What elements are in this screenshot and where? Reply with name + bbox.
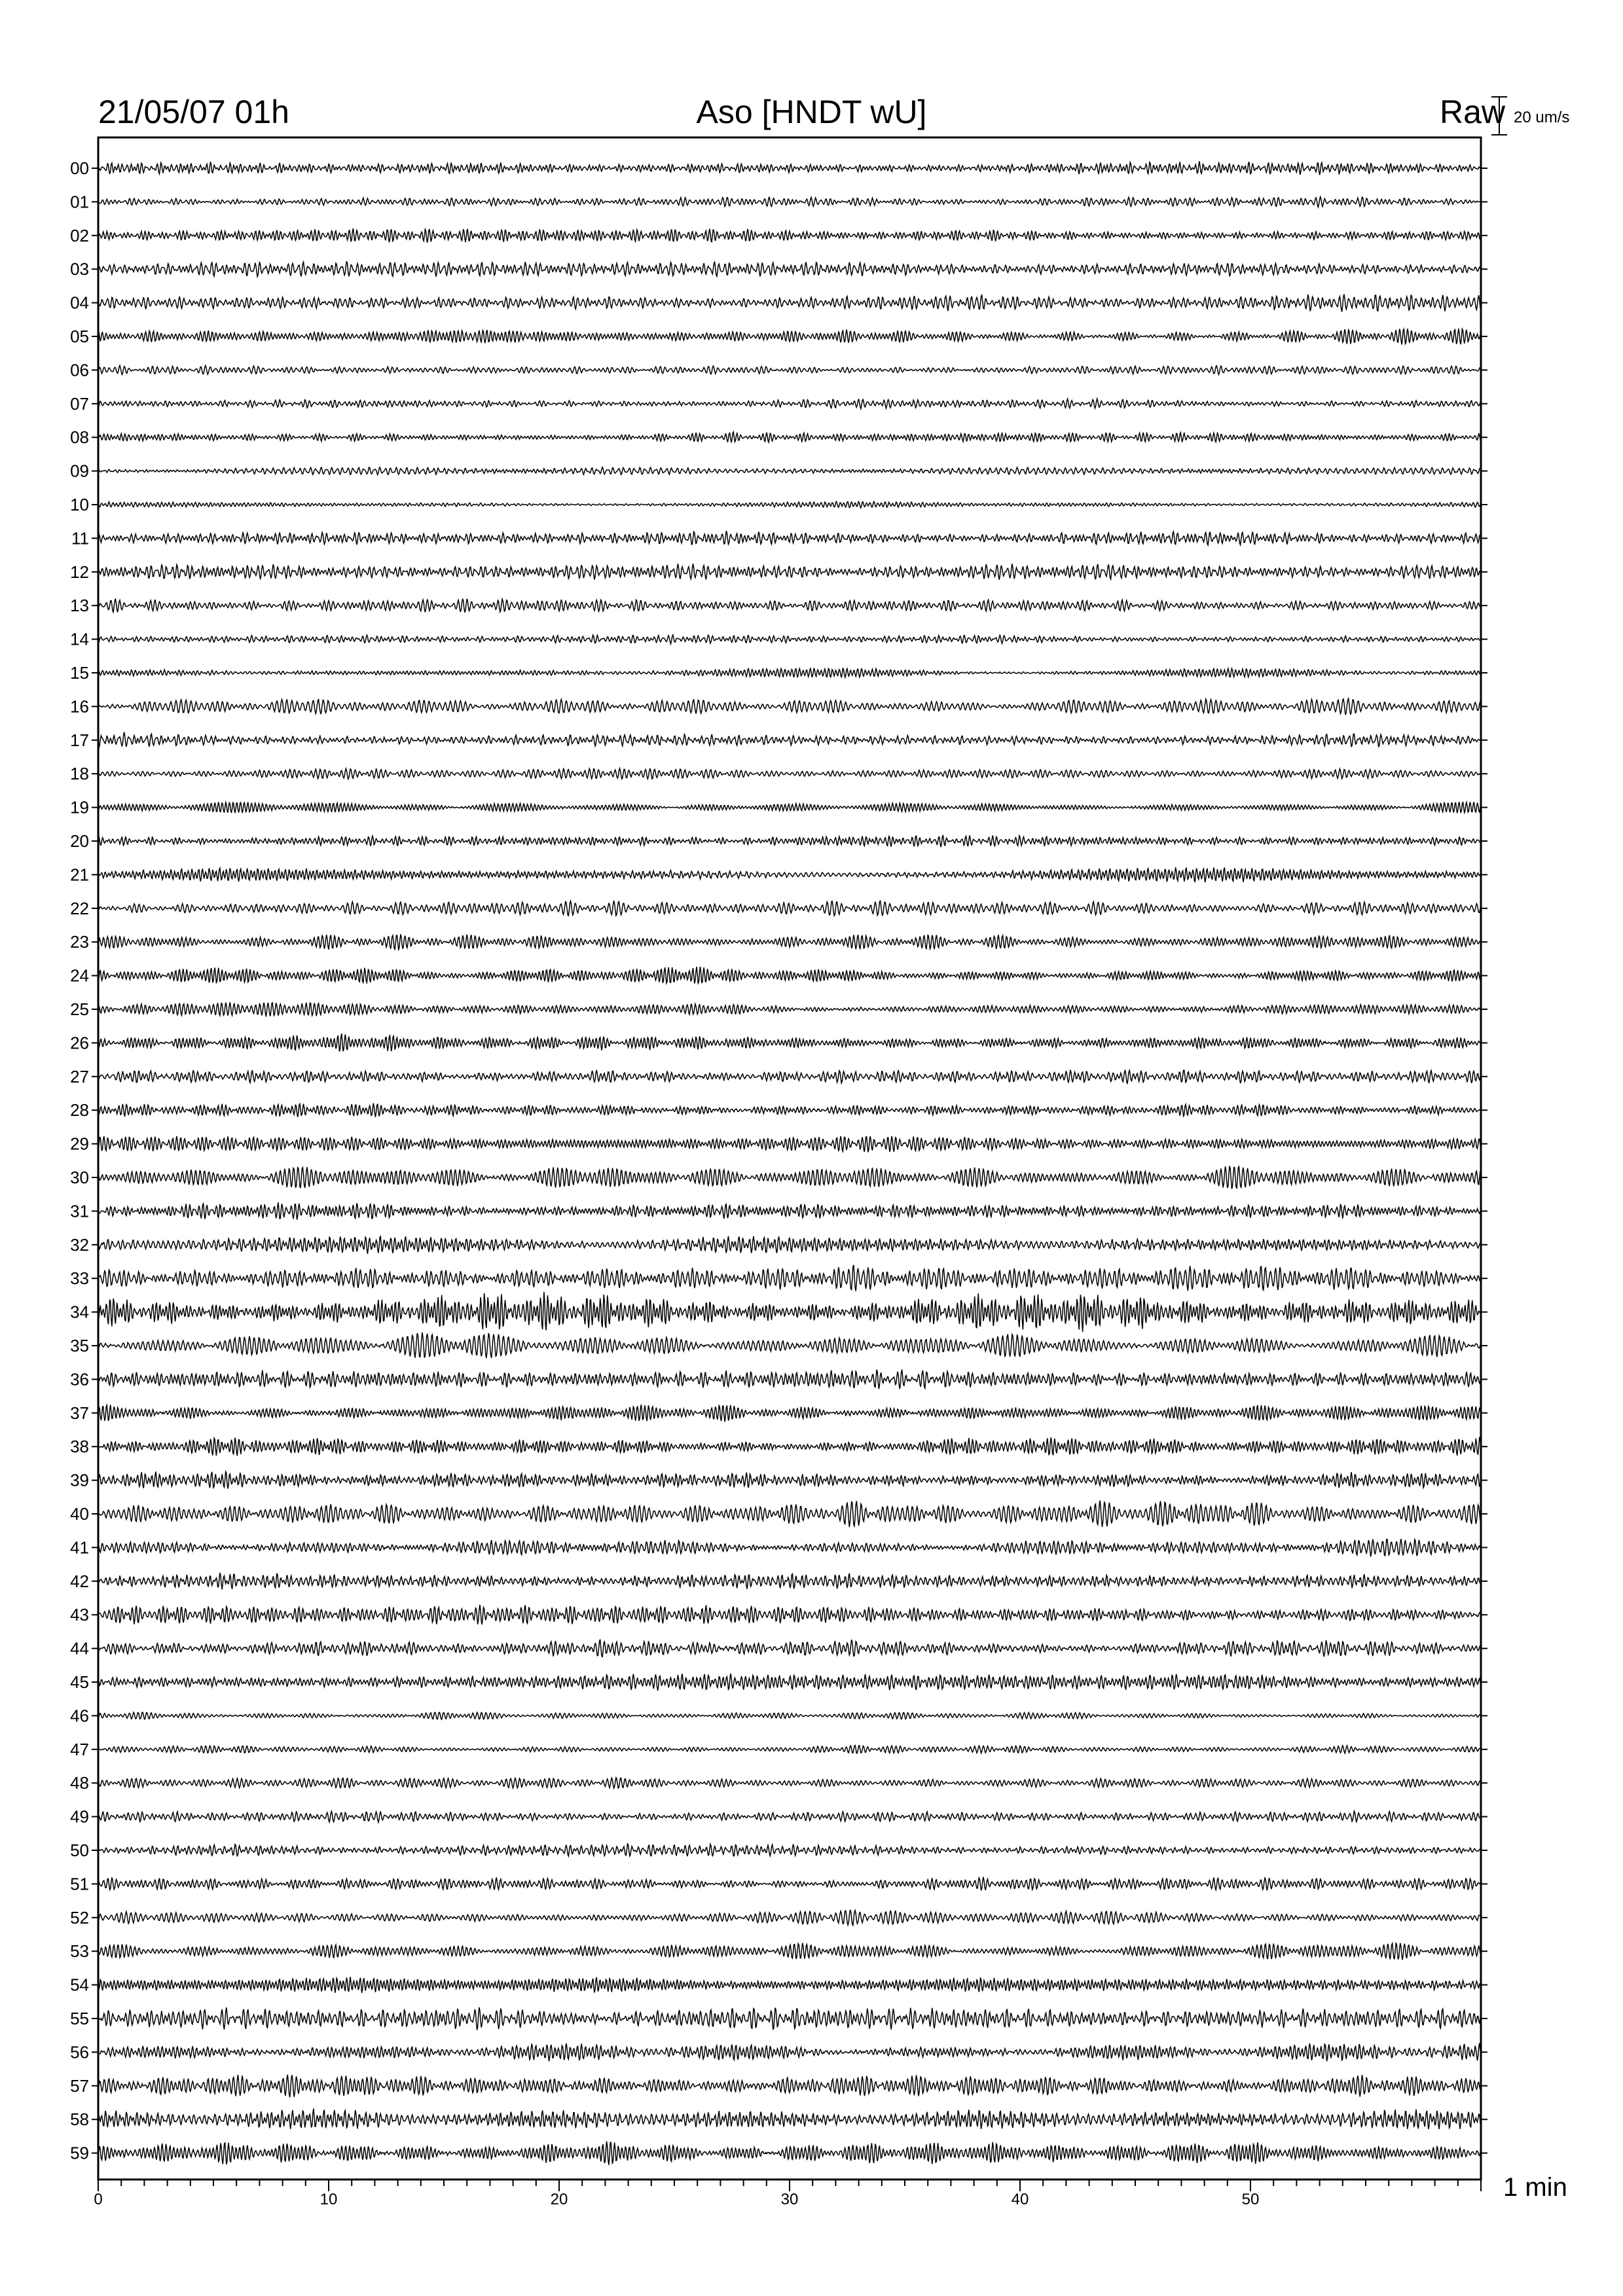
trace-57 (98, 2075, 1481, 2098)
trace-55 (98, 2007, 1481, 2030)
row-label-11: 11 (71, 528, 89, 548)
row-label-43: 43 (70, 1605, 89, 1625)
trace-30 (98, 1166, 1481, 1189)
row-label-54: 54 (70, 1975, 89, 1995)
row-label-57: 57 (70, 2075, 89, 2096)
trace-02 (98, 228, 1481, 243)
trace-51 (98, 1877, 1481, 1891)
row-label-39: 39 (70, 1470, 89, 1490)
row-label-47: 47 (70, 1739, 89, 1759)
row-label-26: 26 (70, 1033, 89, 1053)
trace-18 (98, 768, 1481, 780)
row-label-12: 12 (70, 562, 89, 582)
row-label-13: 13 (70, 596, 89, 616)
row-label-42: 42 (70, 1571, 89, 1591)
row-label-02: 02 (70, 225, 89, 245)
row-label-24: 24 (70, 965, 89, 986)
trace-11 (98, 531, 1481, 545)
trace-01 (98, 197, 1481, 207)
row-label-55: 55 (70, 2009, 89, 2028)
row-label-06: 06 (70, 360, 89, 380)
row-label-38: 38 (70, 1437, 89, 1457)
row-label-51: 51 (70, 1874, 89, 1894)
row-label-44: 44 (70, 1638, 89, 1659)
trace-59 (98, 2142, 1481, 2165)
row-label-33: 33 (70, 1268, 89, 1289)
row-label-34: 34 (70, 1302, 89, 1322)
trace-38 (98, 1437, 1481, 1456)
row-label-18: 18 (70, 764, 89, 784)
row-label-17: 17 (70, 730, 89, 750)
row-label-20: 20 (70, 831, 89, 851)
amplitude-scale-label: 20 um/s (1514, 109, 1570, 126)
seismogram-traces (98, 161, 1481, 2164)
trace-13 (98, 599, 1481, 613)
trace-28 (98, 1103, 1481, 1117)
trace-37 (98, 1405, 1481, 1422)
row-label-00: 00 (70, 158, 89, 178)
trace-36 (98, 1370, 1481, 1390)
row-label-08: 08 (70, 427, 89, 448)
row-label-58: 58 (70, 2109, 89, 2130)
trace-22 (98, 901, 1481, 916)
trace-15 (98, 668, 1481, 677)
x-tick-label-30: 30 (780, 2191, 799, 2208)
trace-17 (98, 732, 1481, 749)
trace-56 (98, 2043, 1481, 2062)
trace-16 (98, 698, 1481, 715)
row-label-31: 31 (70, 1201, 89, 1221)
row-label-41: 41 (70, 1537, 89, 1558)
trace-06 (98, 365, 1481, 374)
trace-29 (98, 1136, 1481, 1153)
row-label-50: 50 (70, 1840, 89, 1860)
trace-05 (98, 329, 1481, 344)
trace-48 (98, 1778, 1481, 1788)
x-axis-ticks (94, 2179, 1481, 2208)
trace-25 (98, 1002, 1481, 1016)
row-label-46: 46 (70, 1706, 89, 1726)
row-label-04: 04 (70, 293, 89, 313)
hour-minute-labels (70, 158, 1487, 2163)
trace-45 (98, 1674, 1481, 1691)
trace-23 (98, 934, 1481, 949)
trace-58 (98, 2109, 1481, 2129)
x-tick-label-20: 20 (550, 2191, 568, 2208)
trace-35 (98, 1333, 1481, 1358)
trace-46 (98, 1712, 1481, 1719)
row-label-01: 01 (70, 192, 89, 212)
row-label-09: 09 (70, 461, 89, 481)
row-label-32: 32 (70, 1234, 89, 1255)
trace-14 (98, 635, 1481, 644)
trace-10 (98, 501, 1481, 508)
row-label-48: 48 (70, 1773, 89, 1793)
trace-12 (98, 564, 1481, 580)
trace-00 (98, 161, 1481, 175)
trace-54 (98, 1977, 1481, 1993)
trace-49 (98, 1811, 1481, 1822)
trace-40 (98, 1501, 1481, 1528)
row-label-05: 05 (70, 327, 89, 346)
row-label-35: 35 (70, 1336, 89, 1355)
trace-07 (98, 399, 1481, 408)
row-label-30: 30 (70, 1168, 89, 1187)
row-label-22: 22 (70, 898, 89, 918)
mode-label: Raw (1439, 94, 1505, 130)
trace-32 (98, 1236, 1481, 1254)
row-label-15: 15 (70, 663, 89, 683)
trace-20 (98, 835, 1481, 847)
row-label-37: 37 (70, 1403, 89, 1423)
row-label-10: 10 (70, 495, 89, 514)
row-label-21: 21 (70, 865, 89, 885)
row-label-45: 45 (70, 1672, 89, 1692)
x-tick-label-10: 10 (319, 2191, 338, 2208)
row-label-56: 56 (70, 2042, 89, 2062)
row-label-14: 14 (70, 629, 89, 649)
trace-53 (98, 1943, 1481, 1960)
x-tick-label-50: 50 (1241, 2191, 1260, 2208)
row-label-36: 36 (70, 1369, 89, 1390)
x-unit-label: 1 min (1503, 2173, 1567, 2202)
trace-44 (98, 1640, 1481, 1657)
row-label-29: 29 (70, 1134, 89, 1154)
row-label-07: 07 (70, 393, 89, 414)
row-label-16: 16 (70, 696, 89, 717)
plot-frame (98, 137, 1481, 2179)
trace-21 (98, 867, 1481, 882)
trace-31 (98, 1202, 1481, 1219)
trace-52 (98, 1910, 1481, 1926)
trace-24 (98, 967, 1481, 984)
row-label-59: 59 (70, 2143, 89, 2163)
trace-26 (98, 1033, 1481, 1052)
trace-39 (98, 1472, 1481, 1489)
trace-33 (98, 1265, 1481, 1291)
row-label-19: 19 (70, 797, 89, 817)
trace-27 (98, 1070, 1481, 1085)
trace-47 (98, 1746, 1481, 1753)
date-hour-label: 21/05/07 01h (98, 94, 289, 130)
trace-19 (98, 802, 1481, 813)
row-label-52: 52 (70, 1907, 89, 1928)
trace-08 (98, 432, 1481, 442)
row-label-03: 03 (70, 259, 89, 279)
row-label-53: 53 (70, 1941, 89, 1962)
trace-42 (98, 1573, 1481, 1590)
row-label-23: 23 (70, 932, 89, 952)
trace-50 (98, 1844, 1481, 1856)
row-label-40: 40 (70, 1504, 89, 1524)
row-label-27: 27 (70, 1066, 89, 1086)
row-label-28: 28 (70, 1100, 89, 1121)
row-label-25: 25 (70, 999, 89, 1019)
trace-03 (98, 261, 1481, 277)
trace-09 (98, 467, 1481, 475)
trace-43 (98, 1605, 1481, 1624)
x-tick-label-40: 40 (1011, 2191, 1029, 2208)
trace-41 (98, 1539, 1481, 1556)
x-tick-label-0: 0 (94, 2191, 103, 2208)
trace-04 (98, 295, 1481, 312)
station-title: Aso [HNDT wU] (696, 94, 927, 130)
row-label-49: 49 (70, 1806, 89, 1827)
trace-34 (98, 1292, 1481, 1332)
